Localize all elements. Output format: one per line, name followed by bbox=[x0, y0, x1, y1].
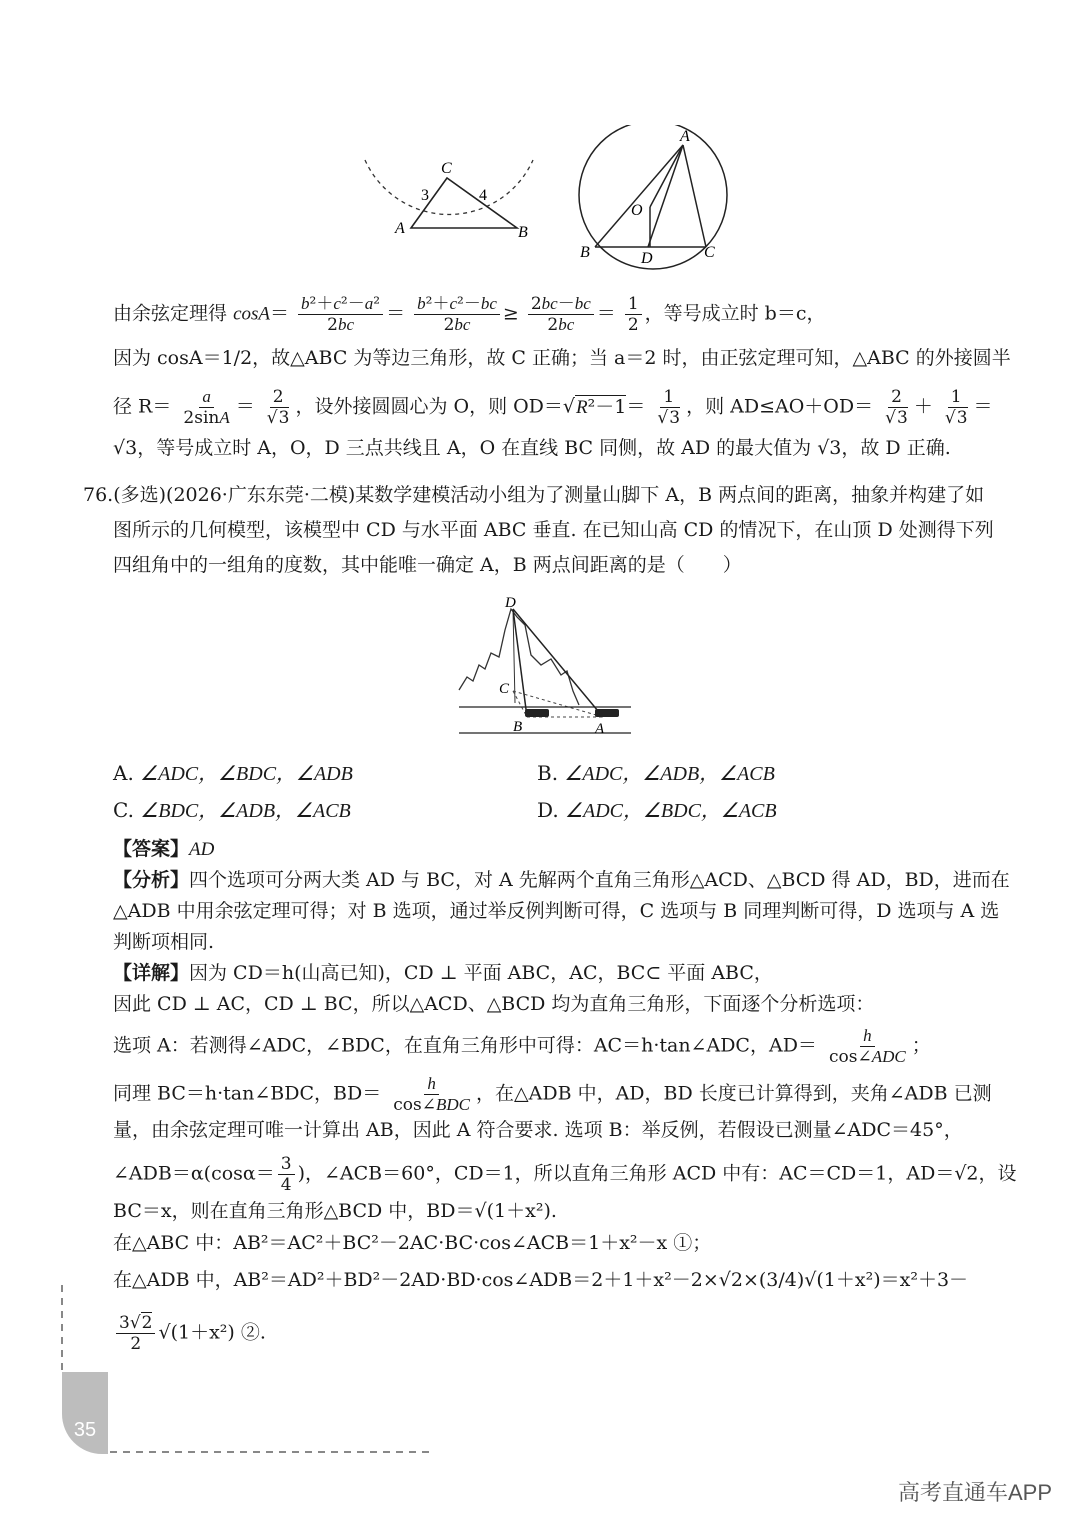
detail-line5: 量，由余弦定理可唯一计算出 AB，因此 A 符合要求. 选项 B：举反例，若假设已测量∠ADC＝45°， bbox=[113, 1119, 963, 1141]
circle-label-c: C bbox=[704, 244, 715, 261]
detail-line9: 在△ADB 中，AB²＝AD²＋BD²－2AD·BD·cos∠ADB＝2＋1＋x²－2×√2×(3/4)√(1＋x²)＝x²＋3－ bbox=[113, 1269, 969, 1291]
detail-line4: 同理 BC＝h·tan∠BDC，BD＝ $\frac{h}{\text{cos∠BDC}}$ ，在△ADB 中，AD，BD 长度已计算得到，夹角∠ADB 已测 bbox=[113, 1074, 992, 1115]
answer-value: AD bbox=[189, 839, 215, 860]
circle-label-a: A bbox=[680, 128, 690, 145]
mountain-label-b: B bbox=[513, 719, 523, 735]
detail-line1: 【详解】因为 CD＝h(山高已知)，CD ⊥ 平面 ABC，AC，BC⊂ 平面 ABC， bbox=[113, 962, 773, 984]
triangle-label-b: B bbox=[518, 224, 528, 241]
question-number: 76. bbox=[83, 484, 114, 506]
triangle-figure bbox=[355, 125, 545, 260]
analysis-line3: 判断项相同. bbox=[113, 931, 215, 953]
detail-line3: 选项 A：若测得∠ADC，∠BDC，在直角三角形中可得：AC＝h·tan∠ADC，AD＝ $\frac{h}{\text{cos∠ADC}}$ ； bbox=[113, 1026, 931, 1067]
triangle-label-c: C bbox=[441, 160, 452, 177]
page-corner-dashes bbox=[60, 1285, 440, 1465]
detail-line10: $\frac{3√2}{2}$ √(1＋x²) ②. bbox=[113, 1313, 266, 1354]
prev-solution-line2: 因为 cosA＝1/2，故△ABC 为等边三角形，故 C 正确；当 a＝2 时，由正弦定理可知，△ABC 的外接圆半 bbox=[113, 347, 1011, 369]
question-line2: 图所示的几何模型，该模型中 CD 与水平面 ABC 垂直. 在已知山高 CD 的情况下，在山顶 D 处测得下列 bbox=[113, 519, 994, 541]
page-number: 35 bbox=[62, 1372, 108, 1454]
detail-line2: 因此 CD ⊥ AC，CD ⊥ BC，所以△ACD、△BCD 均为直角三角形，下面逐个分析选项： bbox=[113, 993, 875, 1015]
option-b[interactable]: B. ∠ADC，∠ADB，∠ACB bbox=[537, 761, 775, 785]
circle-figure bbox=[568, 125, 738, 275]
mountain-label-d: D bbox=[505, 595, 516, 611]
mountain-figure bbox=[455, 595, 635, 745]
triangle-label-a: A bbox=[395, 220, 405, 237]
mountain-label-a: A bbox=[595, 721, 605, 737]
option-a[interactable]: A. ∠ADC，∠BDC，∠ADB bbox=[113, 761, 353, 785]
question-line1: 76.(多选)(2026·广东东莞·二模)某数学建模活动小组为了测量山脚下 A，B 两点间的距离，抽象并构建了如 bbox=[83, 484, 985, 506]
triangle-side-bc: 4 bbox=[479, 187, 487, 204]
option-d[interactable]: D. ∠ADC，∠BDC，∠ACB bbox=[537, 798, 777, 822]
triangle-side-ac: 3 bbox=[421, 187, 429, 204]
analysis-line1: 【分析】四个选项可分两大类 AD 与 BC，对 A 先解两个直角三角形△ACD、△BCD 得 AD，BD，进而在 bbox=[113, 869, 1010, 891]
detail-line6: ∠ADB＝α(cosα＝ $\frac{3}{4}$ )，∠ACB＝60°，CD＝1，所以直角三角形 ACD 中有：AC＝CD＝1，AD＝√2，设 bbox=[113, 1154, 1017, 1195]
prev-solution-line3: 径 R＝ $\frac{a}{2\sin A}$ ＝ $\frac{2}{√3}$ ，设外接圆圆心为 O，则 OD＝√R²－1＝ $\frac{1}{√3}$ ，则 AD≤AO＋OD＝ $\frac{2}{√3}$ ＋ $\frac{1}{√3}$ ＝ bbox=[113, 387, 993, 428]
detail-line8: 在△ABC 中：AB²＝AC²＋BC²－2AC·BC·cos∠ACB＝1＋x²－x ①； bbox=[113, 1232, 712, 1254]
prev-solution-line4: √3，等号成立时 A，O，D 三点共线且 A，O 在直线 BC 同侧，故 AD 的最大值为 √3，故 D 正确. bbox=[113, 437, 951, 459]
circle-label-o: O bbox=[631, 202, 643, 219]
watermark: 高考直通车APP bbox=[897, 1480, 1052, 1505]
circle-label-d: D bbox=[641, 250, 653, 267]
mountain-label-c: C bbox=[499, 681, 510, 697]
prev-solution-line1: 由余弦定理得 cosA＝ $\frac{\text{b²＋c²－a²}}{2bc}$ ＝ $\frac{\text{b²＋c²－bc}}{2bc}$ ≥ $\frac{2bc-bc}{2bc}$ ＝ $\frac{1}{2}$ ，等号成立时 b＝c， bbox=[113, 294, 826, 335]
option-c[interactable]: C. ∠BDC，∠ADB，∠ACB bbox=[113, 798, 351, 822]
question-line3: 四组角中的一组角的度数，其中能唯一确定 A，B 两点间距离的是（ ） bbox=[113, 554, 742, 576]
answer-line: 【答案】AD bbox=[113, 838, 215, 860]
detail-line7: BC＝x，则在直角三角形△BCD 中，BD＝√(1＋x²). bbox=[113, 1200, 557, 1222]
analysis-line2: △ADB 中用余弦定理可得；对 B 选项，通过举反例判断可得，C 选项与 B 同理判断可得，D 选项与 A 选 bbox=[113, 900, 1000, 922]
circle-label-b: B bbox=[580, 244, 590, 261]
